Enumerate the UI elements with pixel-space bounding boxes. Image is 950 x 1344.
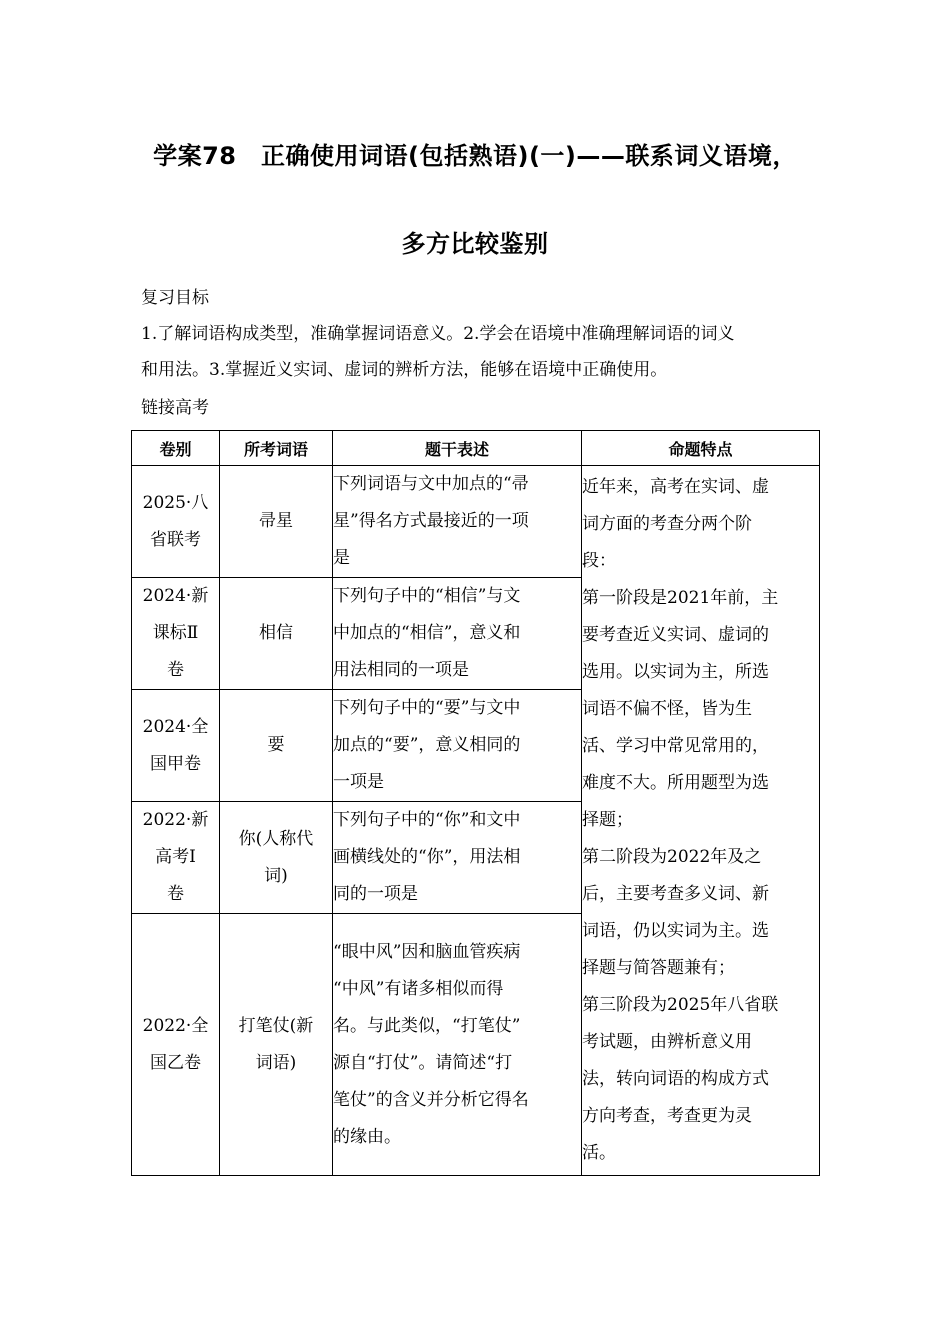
text-line: 下列句子中的“要”与文中 [333,698,521,718]
text-line: 用法相同的一项是 [333,660,469,680]
review-goals-line-2: 和用法。3.掌握近义实词、虚词的辨析方法，能够在语境中正确使用。 [141,360,668,380]
text-line: 方向考查，考查更为灵 [582,1106,752,1126]
page-title-line-1: 学案78 正确使用词语(包括熟语)(一)——联系词义语境， [153,142,797,170]
cell-word [220,914,333,1176]
header-feature: 命题特点 [582,431,820,466]
exam-table [131,430,820,1176]
text-line: 2022·新 [142,810,209,830]
text-line: 择题； [582,810,633,830]
header-stem: 题干表述 [333,431,582,466]
text-line: 活。 [582,1143,616,1163]
text-line: 下列词语与文中加点的“帚 [333,474,529,494]
text-line: 同的一项是 [333,884,418,904]
text-line: 下列句子中的“你”和文中 [333,810,521,830]
cell-feature [582,466,820,1176]
text-line: 你(人称代 [238,828,314,849]
text-line: 笔仗”的含义并分析它得名 [333,1089,529,1110]
cell-paper [132,914,220,1176]
text-line: 是 [333,548,350,568]
link-exam-heading: 链接高考 [141,398,209,418]
table-row [132,466,820,578]
header-word: 所考词语 [220,431,333,466]
text-line: 难度不大。所用题型为选 [582,773,769,793]
text-line: 国乙卷 [150,1052,201,1073]
text-line: 源自“打仗”。请简述“打 [333,1052,513,1073]
cell-paper [132,466,220,578]
text-line: 高考Ⅰ [155,847,196,867]
text-line: 省联考 [150,529,201,550]
text-line: 词语不偏不怪，皆为生 [582,699,752,719]
text-line: 卷 [167,660,184,680]
text-line: 考试题，由辨析意义用 [582,1032,752,1052]
cell-stem [333,802,582,914]
text-line: 星”得名方式最接近的一项 [333,511,529,531]
text-line: 2024·新 [142,586,209,606]
cell-stem [333,466,582,578]
text-line: 活、学习中常见常用的， [582,736,769,756]
cell-paper [132,690,220,802]
text-line: 法，转向词语的构成方式 [582,1069,769,1089]
cell-paper [132,578,220,690]
text-line: 课标Ⅱ [152,623,199,643]
text-line: 第三阶段为2025年八省联 [582,995,779,1015]
text-line: 相信 [259,623,293,643]
text-line: 的缘由。 [333,1126,401,1147]
cell-stem [333,578,582,690]
page-title-line-2: 多方比较鉴别 [401,230,549,258]
text-line: 词) [264,865,288,886]
text-line: 加点的“要”，意义相同的 [333,735,521,755]
table-header-row [132,431,820,466]
review-goals-line-1: 1.了解词语构成类型，准确掌握词语意义。2.学会在语境中准确理解词语的词义 [141,324,735,344]
text-line: 名。与此类似，“打笔仗” [333,1015,521,1036]
text-line: 卷 [167,884,184,904]
text-line: 一项是 [333,772,384,792]
text-line: 要考查近义实词、虚词的 [582,625,769,645]
text-line: 选用。以实词为主，所选 [582,662,769,682]
text-line: 要 [267,735,285,755]
text-line: 2022·全 [142,1015,209,1036]
cell-word [220,802,333,914]
text-line: 2024·全 [142,716,209,737]
text-line: 第一阶段是2021年前，主 [582,588,779,608]
text-line: 择题与简答题兼有； [582,958,735,978]
text-line: 打笔仗(新 [238,1015,314,1036]
cell-stem [333,690,582,802]
cell-word [220,466,333,578]
cell-word [220,578,333,690]
cell-stem [333,914,582,1176]
text-line: 画横线处的“你”，用法相 [333,847,521,867]
cell-paper [132,802,220,914]
text-line: 2025·八 [142,492,209,513]
cell-word [220,690,333,802]
text-line: 下列句子中的“相信”与文 [333,586,521,606]
text-line: 词方面的考查分两个阶 [582,514,752,534]
text-line: 近年来，高考在实词、虚 [582,477,769,497]
text-line: 第二阶段为2022年及之 [582,847,762,867]
text-line: “中风”有诸多相似而得 [333,978,504,999]
text-line: 帚星 [259,511,293,531]
header-paper: 卷别 [132,431,220,466]
text-line: 后，主要考查多义词、新 [582,884,769,904]
text-line: 词语) [255,1052,297,1073]
text-line: 词语，仍以实词为主。选 [582,921,769,941]
text-line: “眼中风”因和脑血管疾病 [333,941,521,962]
text-line: 国甲卷 [150,753,201,774]
text-line: 中加点的“相信”，意义和 [333,623,521,643]
review-heading: 复习目标 [141,288,209,308]
text-line: 段： [582,551,616,571]
